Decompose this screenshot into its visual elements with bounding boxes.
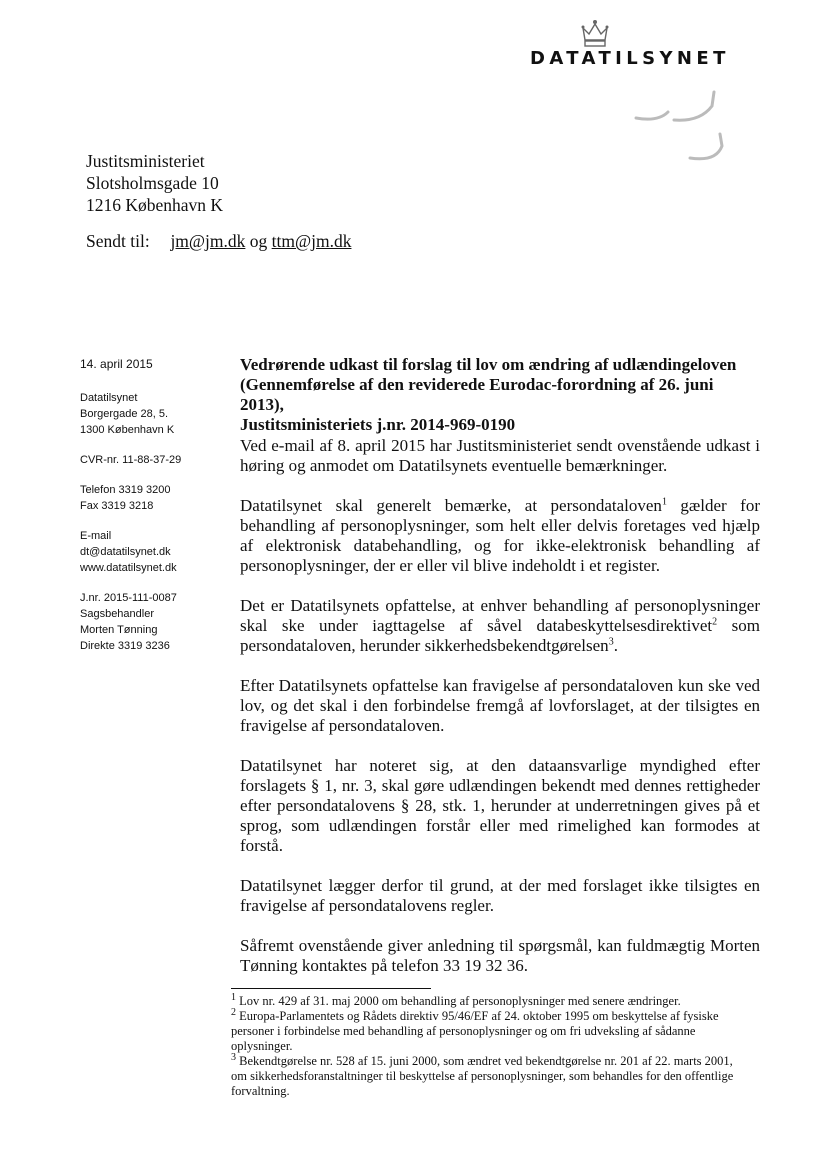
sender-org: Datatilsynet bbox=[80, 392, 138, 404]
subject-line-3: Justitsministeriets j.nr. 2014-969-0190 bbox=[240, 415, 516, 434]
recipient-city: 1216 København K bbox=[86, 195, 224, 215]
body-paragraph-2: Datatilsynet skal generelt bemærke, at persondataloven$^1$ gælder for behandling af personoplysninger, som helt eller delvis foretages ved hjælp af elektronisk databehandling, og for ikke-elektronisk behandling af personoplysninger, der er eller vil blive indeholdt i et register. bbox=[240, 496, 760, 575]
crown-icon bbox=[580, 18, 610, 52]
body-paragraph-7: Såfremt ovenstående giver anledning til spørgsmål, kan fuldmægtig Morten Tønning kontaktes på telefon 33 19 32 36. bbox=[240, 936, 760, 975]
body-paragraph-6: Datatilsynet lægger derfor til grund, at der med forslaget ikke tilsigtes en fravigelse af persondatalovens regler. bbox=[240, 876, 760, 915]
sender-cvr: CVR-nr. 11-88-37-29 bbox=[80, 454, 182, 466]
body-paragraph-3: Det er Datatilsynets opfattelse, at enhver behandling af personoplysninger skal ske under iagttagelse af såvel databeskyttelsesdirektivet$^2$ som persondataloven, herunder sikkerhedsbekendtgørelsen$^3$. bbox=[240, 596, 760, 655]
sent-to-line bbox=[86, 231, 351, 252]
body-paragraph-4: Efter Datatilsynets opfattelse kan fravigelse af persondataloven kun ske ved lov, og det skal i den forbindelse fremgå af lovforslaget, at der tilsigtes en fravigelse af persondataloven. bbox=[240, 676, 760, 735]
case-handler-name: Morten Tønning bbox=[80, 624, 158, 636]
recipient-street: Slotsholmsgade 10 bbox=[86, 173, 219, 193]
footnote-divider bbox=[231, 988, 431, 989]
sender-email[interactable]: dt@datatilsynet.dk bbox=[80, 546, 171, 558]
sender-website[interactable]: www.datatilsynet.dk bbox=[80, 562, 177, 574]
sender-street: Borgergade 28, 5. bbox=[80, 408, 169, 420]
sender-city: 1300 København K bbox=[80, 424, 175, 436]
handwritten-marks bbox=[628, 86, 738, 168]
case-handler-label: Sagsbehandler bbox=[80, 608, 155, 620]
case-handler-direct: Direkte 3319 3236 bbox=[80, 640, 170, 652]
sent-to-connector: og bbox=[249, 231, 268, 251]
footnote-2: $^2$ Europa-Parlamentets og Rådets direktiv 95/46/EF af 24. oktober 1995 om beskyttelse af fysiske personer i forbindelse med behandling af personoplysninger og om fri udveksling af sådanne oplysninger. bbox=[231, 1006, 719, 1053]
footnote-3: $^3$ Bekendtgørelse nr. 528 af 15. juni 2000, som ændret ved bekendtgørelse nr. 201 af 22. marts 2001, om sikkerhedsforanstaltninger til beskyttelse af personoplysninger, som behandles for den offentlige forvaltning. bbox=[231, 1051, 734, 1098]
case-number: J.nr. 2015-111-0087 bbox=[80, 592, 177, 604]
letter-subject bbox=[240, 355, 760, 435]
sender-phone: Telefon 3319 3200 bbox=[80, 484, 171, 496]
subject-line-1: Vedrørende udkast til forslag til lov om ændring af udlændingeloven bbox=[240, 355, 737, 374]
footnote-ref-2[interactable]: 2 bbox=[712, 616, 718, 628]
email-link-ttm[interactable]: ttm@jm.dk bbox=[271, 231, 352, 251]
sender-fax: Fax 3319 3218 bbox=[80, 500, 154, 512]
footnote-ref-1[interactable]: 1 bbox=[661, 496, 667, 508]
body-paragraph-5: Datatilsynet har noteret sig, at den dataansvarlige myndighed efter forslagets § 1, nr. 3, skal gøre udlændingen bekendt med dennes rettigheder efter persondatalovens § 28, stk. 1, herunder at underretningen gives på et sprog, som udlændingen forstår eller med rimelighed kan formodes at forstå. bbox=[240, 756, 760, 855]
footnotes bbox=[231, 991, 751, 1099]
recipient-address bbox=[86, 150, 223, 216]
email-link-jm[interactable]: jm@jm.dk bbox=[170, 231, 246, 251]
sender-info-sidebar bbox=[80, 356, 220, 654]
recipient-name: Justitsministeriet bbox=[86, 151, 205, 171]
letter-body bbox=[240, 436, 760, 996]
footnote-1: $^1$ Lov nr. 429 af 31. maj 2000 om behandling af personoplysninger med senere ændringer. bbox=[231, 991, 681, 1008]
subject-line-2: (Gennemførelse af den reviderede Eurodac-forordning af 26. juni 2013), bbox=[240, 375, 714, 414]
sent-to-label: Sendt til: bbox=[86, 231, 150, 251]
footnote-ref-3[interactable]: 3 bbox=[608, 636, 614, 648]
letter-date: 14. april 2015 bbox=[80, 357, 153, 371]
organization-logo: DATATILSYNET bbox=[530, 48, 730, 69]
sender-email-label: E-mail bbox=[80, 530, 112, 542]
body-paragraph-1: Ved e-mail af 8. april 2015 har Justitsministeriet sendt ovenstående udkast i høring og anmodet om Datatilsynets eventuelle bemærkninger. bbox=[240, 436, 760, 475]
